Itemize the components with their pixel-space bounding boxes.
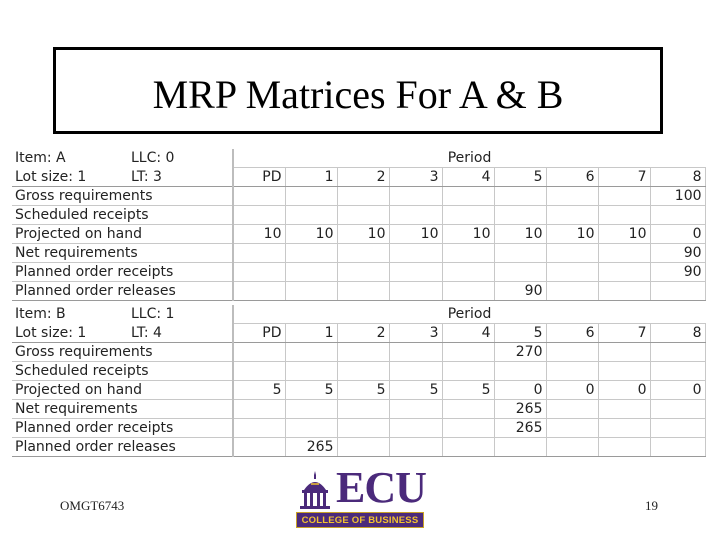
table-a-cell (233, 263, 285, 282)
table-b-cell: 270 (494, 343, 546, 362)
table-a-cell: 10 (233, 225, 285, 244)
table-a-lot-label: Lot size: 1 (15, 168, 87, 185)
table-a-column-header: 2 (337, 168, 389, 187)
table-b-cell (233, 362, 285, 381)
table-b-cell (337, 438, 389, 457)
table-b-cell (285, 362, 337, 381)
table-a-cell: 10 (337, 225, 389, 244)
table-a-column-header: 5 (494, 168, 546, 187)
table-b-row (12, 343, 705, 362)
table-a-cell: 10 (598, 225, 650, 244)
table-b-cell (442, 362, 494, 381)
table-a-cell (494, 206, 546, 225)
table-a-cell (494, 263, 546, 282)
table-a-cell (285, 206, 337, 225)
table-a-row (12, 282, 705, 301)
table-a-cell (337, 187, 389, 206)
cupola-icon (296, 470, 334, 510)
table-b-cell (650, 419, 705, 438)
table-a-cell: 90 (650, 244, 705, 263)
table-a-cell (442, 263, 494, 282)
table-a-row-label: Planned order releases (12, 282, 233, 301)
table-a-cell: 90 (650, 263, 705, 282)
table-a-cell (389, 244, 442, 263)
mrp-table-b (12, 305, 706, 457)
table-a-cell (442, 206, 494, 225)
table-a-cell (598, 244, 650, 263)
table-a-cell (546, 206, 598, 225)
table-b-cell (389, 343, 442, 362)
table-b-column-header: 4 (442, 324, 494, 343)
table-b-column-header: 1 (285, 324, 337, 343)
table-a-column-header: 6 (546, 168, 598, 187)
slide-title: MRP Matrices For A & B (152, 72, 564, 117)
table-a-item-label: Item: A (15, 150, 66, 167)
table-b-column-header: 7 (598, 324, 650, 343)
table-a-column-header: 8 (650, 168, 705, 187)
table-a-column-header: PD (233, 168, 285, 187)
table-a-lt-label: LT: 3 (131, 168, 162, 185)
table-b-cell (337, 343, 389, 362)
table-b-cell (546, 438, 598, 457)
table-a-cell (389, 187, 442, 206)
table-a-row (12, 263, 705, 282)
table-b-cell (233, 343, 285, 362)
ecu-logo-text: ECU (336, 463, 426, 512)
table-a-row (12, 187, 705, 206)
table-b-cell (442, 400, 494, 419)
title-box (53, 47, 663, 134)
table-b-row (12, 438, 705, 457)
table-b-item-cell (12, 305, 233, 324)
table-b-row (12, 419, 705, 438)
table-b-column-header: 5 (494, 324, 546, 343)
table-b-period-header: Period (233, 305, 705, 324)
table-b-columns-row (12, 324, 705, 343)
table-a-column-header: 7 (598, 168, 650, 187)
ecu-logo-tagline: COLLEGE OF BUSINESS (296, 512, 424, 528)
table-b-cell (598, 400, 650, 419)
table-a-cell (233, 282, 285, 301)
table-b-column-header: 6 (546, 324, 598, 343)
table-a-row-label: Net requirements (12, 244, 233, 263)
table-a-cell (546, 244, 598, 263)
table-a-cell (442, 282, 494, 301)
table-b-cell (442, 438, 494, 457)
table-b-cell (650, 438, 705, 457)
table-b-column-header: PD (233, 324, 285, 343)
table-a-cell (598, 282, 650, 301)
table-a-cell (650, 206, 705, 225)
table-a-cell: 10 (546, 225, 598, 244)
table-b-row-label: Planned order releases (12, 438, 233, 457)
table-b-cell: 265 (285, 438, 337, 457)
table-a-cell (494, 187, 546, 206)
table-a-cell (442, 187, 494, 206)
table-a-cell: 100 (650, 187, 705, 206)
table-a-cell (598, 263, 650, 282)
table-b-row-label: Net requirements (12, 400, 233, 419)
table-b-row-label: Gross requirements (12, 343, 233, 362)
table-a-cell: 10 (285, 225, 337, 244)
table-a-cell (337, 282, 389, 301)
table-a-cell (598, 187, 650, 206)
table-a-cell: 10 (494, 225, 546, 244)
table-b-cell (285, 343, 337, 362)
table-b-lot-label: Lot size: 1 (15, 324, 87, 341)
table-a-cell (442, 244, 494, 263)
mrp-table-a (12, 149, 706, 301)
table-a-row-label: Projected on hand (12, 225, 233, 244)
table-a-row-label: Gross requirements (12, 187, 233, 206)
table-b-cell (233, 419, 285, 438)
table-a-row-label: Planned order receipts (12, 263, 233, 282)
table-a-cell: 90 (494, 282, 546, 301)
table-b-row-label: Planned order receipts (12, 419, 233, 438)
table-a-cell (233, 244, 285, 263)
table-b-lot-cell (12, 324, 233, 343)
table-b-cell (546, 400, 598, 419)
table-b-cell (598, 419, 650, 438)
table-b-cell (389, 362, 442, 381)
table-b-cell (442, 419, 494, 438)
table-a-cell (389, 206, 442, 225)
table-b-cell (494, 362, 546, 381)
table-b-cell (442, 343, 494, 362)
table-a-column-header: 1 (285, 168, 337, 187)
table-a-cell (546, 263, 598, 282)
table-b-cell: 5 (285, 381, 337, 400)
table-b-cell (337, 362, 389, 381)
table-b-column-header: 8 (650, 324, 705, 343)
table-b-cell (650, 362, 705, 381)
table-a-cell (546, 187, 598, 206)
table-b-cell (233, 438, 285, 457)
table-b-cell: 5 (389, 381, 442, 400)
table-a-cell (233, 206, 285, 225)
table-b-cell (389, 419, 442, 438)
table-b-cell (598, 438, 650, 457)
table-a-cell (285, 282, 337, 301)
table-a-item-cell (12, 149, 233, 168)
table-a-cell (285, 263, 337, 282)
table-a-column-header: 3 (389, 168, 442, 187)
table-b-row-label: Scheduled receipts (12, 362, 233, 381)
table-b-cell: 0 (650, 381, 705, 400)
table-b-item-label: Item: B (15, 306, 66, 323)
table-b-row (12, 362, 705, 381)
table-b-lt-label: LT: 4 (131, 324, 162, 341)
table-a-cell (598, 206, 650, 225)
table-b-cell (546, 419, 598, 438)
table-b-row-label: Projected on hand (12, 381, 233, 400)
table-b-cell (233, 400, 285, 419)
table-b-cell (389, 400, 442, 419)
table-a-cell (337, 263, 389, 282)
table-a-row (12, 244, 705, 263)
table-a-lot-cell (12, 168, 233, 187)
table-b-cell: 0 (546, 381, 598, 400)
table-a-cell (337, 244, 389, 263)
table-b-cell: 0 (598, 381, 650, 400)
table-a-cell (389, 263, 442, 282)
table-a-header-row (12, 149, 705, 168)
table-a-period-header: Period (233, 149, 705, 168)
page-number: 19 (645, 498, 658, 513)
table-b-row (12, 381, 705, 400)
table-a-cell (650, 282, 705, 301)
table-b-cell (598, 362, 650, 381)
table-a-cell (285, 187, 337, 206)
ecu-logo (296, 463, 426, 530)
table-b-header-row (12, 305, 705, 324)
table-a-cell (285, 244, 337, 263)
table-b-cell (389, 438, 442, 457)
table-b-cell: 265 (494, 400, 546, 419)
table-b-cell (494, 438, 546, 457)
table-b-cell: 0 (494, 381, 546, 400)
table-b-cell (650, 400, 705, 419)
table-a-cell: 10 (389, 225, 442, 244)
table-a-columns-row (12, 168, 705, 187)
table-b-cell (285, 419, 337, 438)
table-a-cell (233, 187, 285, 206)
table-b-cell (546, 343, 598, 362)
table-b-cell (337, 400, 389, 419)
course-code: OMGT6743 (60, 498, 125, 513)
table-b-cell: 5 (442, 381, 494, 400)
table-a-cell (337, 206, 389, 225)
table-a-cell (546, 282, 598, 301)
table-a-row (12, 225, 705, 244)
table-a-llc-label: LLC: 0 (131, 150, 175, 167)
table-b-column-header: 3 (389, 324, 442, 343)
table-b-cell (598, 343, 650, 362)
table-b-column-header: 2 (337, 324, 389, 343)
table-a-row-label: Scheduled receipts (12, 206, 233, 225)
table-b-cell: 5 (337, 381, 389, 400)
table-a-column-header: 4 (442, 168, 494, 187)
table-b-cell (285, 400, 337, 419)
table-b-cell: 5 (233, 381, 285, 400)
table-a-cell: 0 (650, 225, 705, 244)
table-b-cell: 265 (494, 419, 546, 438)
table-b-cell (546, 362, 598, 381)
table-a-cell (494, 244, 546, 263)
table-a-row (12, 206, 705, 225)
table-a-cell: 10 (442, 225, 494, 244)
table-a-cell (389, 282, 442, 301)
table-b-cell (337, 419, 389, 438)
table-b-llc-label: LLC: 1 (131, 306, 175, 323)
table-b-cell (650, 343, 705, 362)
table-b-row (12, 400, 705, 419)
